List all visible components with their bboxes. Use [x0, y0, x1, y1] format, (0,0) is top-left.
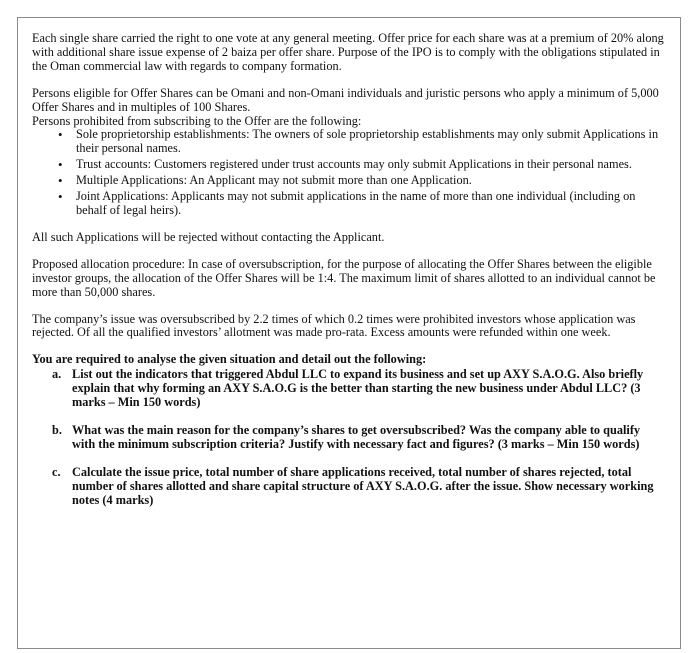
question-text: List out the indicators that triggered Abdul LLC to expand its business and set up AXY S.A.O.G. Also briefly explain that why forming an AXY S.A.O.G is the better than starting the new business under Abdul LLC? (3 marks – Min 150 words): [72, 367, 644, 410]
prohibited-item-trust-accounts: • Trust accounts: Customers registered under trust accounts may only submit Applications in their personal names.: [32, 158, 666, 172]
question-label: b.: [52, 422, 62, 437]
question-item: [32, 368, 666, 410]
question-text: Calculate the issue price, total number of share applications received, total number of shares rejected, total number of shares allotted and share capital structure of AXY S.A.O.G. after the issue. Show necessary working notes (4 marks): [72, 464, 654, 507]
eligible-paragraph: Persons eligible for Offer Shares can be Omani and non-Omani individuals and juristic persons who apply a minimum of 5,000 Offer Shares and in multiples of 100 Shares.: [32, 85, 659, 114]
question-item: [32, 424, 666, 452]
prohibited-intro: Persons prohibited from subscribing to the Offer are the following:: [32, 113, 362, 128]
prohibited-list: [32, 128, 666, 217]
question-list: [32, 368, 666, 507]
document-page: [17, 17, 681, 649]
share-rights-paragraph: Each single share carried the right to one vote at any general meeting. Offer price for each share was at a premium of 20% along with additional share issue expense of 2 baiza per offer share. Purpose of the IPO is to comply with the obligations stipulated in the Oman commercial law with regards to company formation.: [32, 31, 664, 73]
prohibited-item-sole-proprietorship: • Sole proprietorship establishments: The owners of sole proprietorship establishments may only submit Applications in their personal names.: [32, 128, 666, 156]
oversubscribed-paragraph: The company’s issue was oversubscribed by 2.2 times of which 0.2 times were prohibited investors whose application was rejected. Of all the qualified investors’ allotment was made pro-rata. Excess amounts were refunded within one week.: [32, 311, 636, 340]
document-content: [32, 32, 666, 521]
rejected-paragraph: All such Applications will be rejected without contacting the Applicant.: [32, 229, 385, 244]
question-label: a.: [52, 367, 62, 382]
tasks-intro: You are required to analyse the given situation and detail out the following:: [32, 352, 427, 367]
question-text: What was the main reason for the company’s shares to get oversubscribed? Was the company able to qualify with the minimum subscription criteria? Justify with necessary fact and figures? (3 marks – Min 150 words): [72, 422, 641, 451]
allocation-paragraph: Proposed allocation procedure: In case of oversubscription, for the purpose of allocating the Offer Shares between the eligible investor groups, the allocation of the Offer Shares will be 1:4. The maximum limit of shares allotted to an individual cannot be more than 50,000 shares.: [32, 256, 656, 299]
prohibited-item-joint-applications: • Joint Applications: Applicants may not submit applications in the name of more than one individual (including on behalf of legal heirs).: [32, 190, 666, 218]
question-item: [32, 466, 666, 508]
prohibited-item-multiple-applications: • Multiple Applications: An Applicant may not submit more than one Application.: [32, 174, 666, 188]
question-label: c.: [52, 464, 61, 479]
